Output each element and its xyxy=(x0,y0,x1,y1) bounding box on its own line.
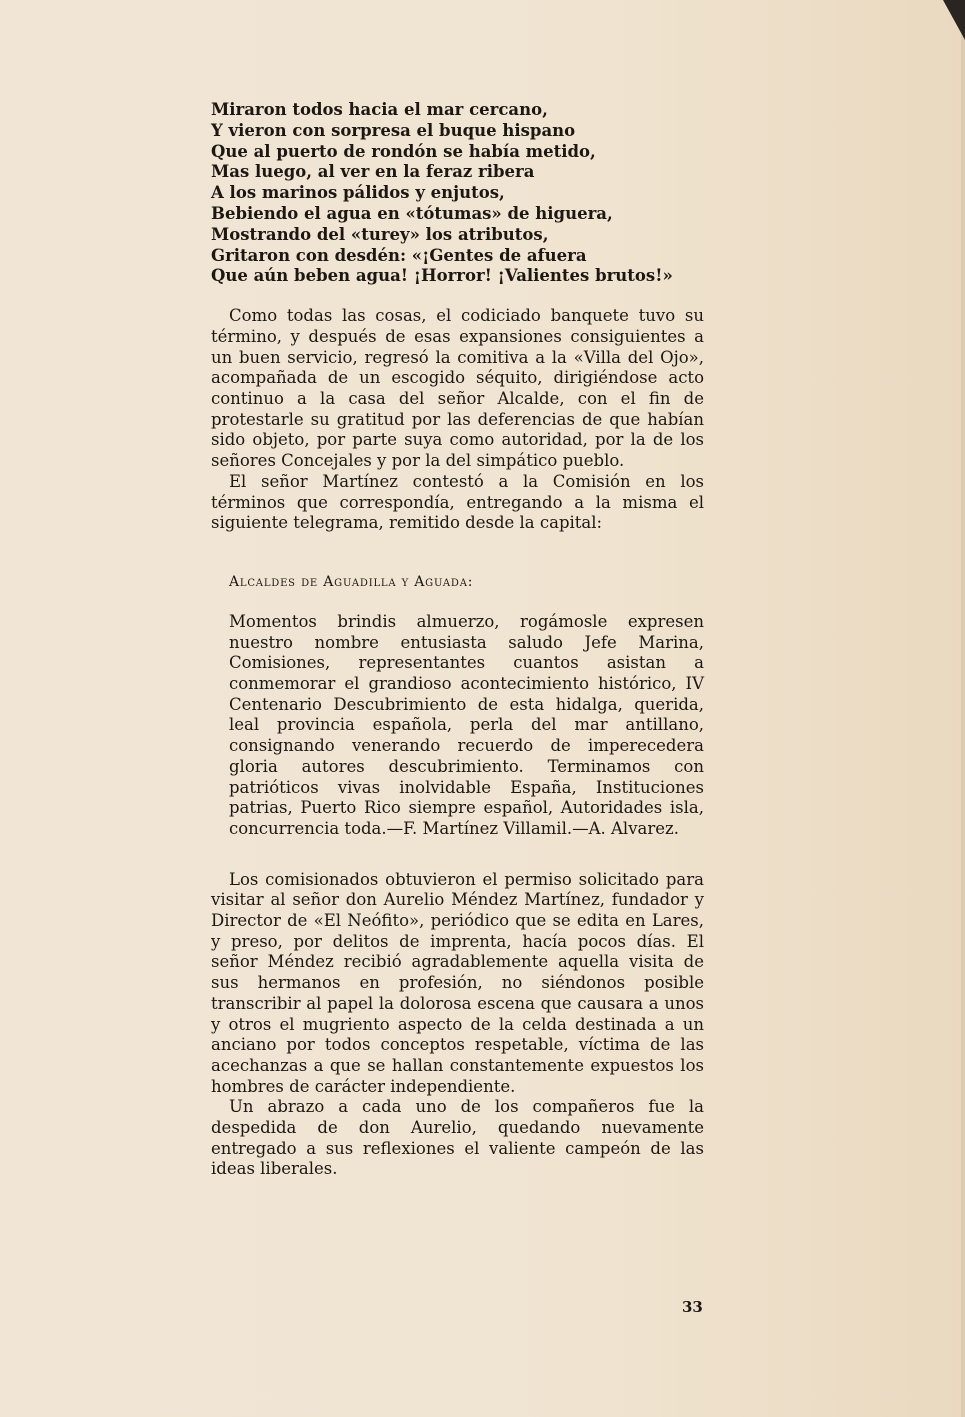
page-content xyxy=(211,100,704,1180)
verse-line: Gritaron con desdén: «¡Gentes de afuera xyxy=(211,245,587,265)
verse-line: Bebiendo el agua en «tótumas» de higuera, xyxy=(211,203,613,223)
verse-line: Que aún beben agua! ¡Horror! ¡Valientes brutos!» xyxy=(211,266,673,286)
verse-line: Mas luego, al ver en la feraz ribera xyxy=(211,162,535,182)
verse-line: Miraron todos hacia el mar cercano, xyxy=(211,100,548,119)
torn-corner xyxy=(943,0,965,40)
verse-line: Y vieron con sorpresa el buque hispano xyxy=(211,120,576,140)
verse-line: Mostrando del «turey» los atributos, xyxy=(211,224,549,244)
telegram-heading: Alcaldes de Aguadilla y Aguada: xyxy=(229,573,474,590)
page-edge xyxy=(961,0,965,1417)
verse-stanza xyxy=(211,100,704,287)
paragraph-banquet: Como todas las cosas, el codiciado banquete tuvo su término, y después de esas expansiones consiguientes a un buen servicio, regresó la comitiva a la «Villa del Ojo», acompañada de un escogido séquito, dirigiéndose acto continuo a la casa del señor Alcalde, con el fin de protestarle su gratitud por las deferencias de que habían sido objeto, por parte suya como autoridad, por la de los señores Concejales y por la del simpático pueblo. xyxy=(211,306,704,471)
paragraph-farewell: Un abrazo a cada uno de los compañeros fue la despedida de don Aurelio, quedando nuevamente entregado a sus reflexiones el valiente campeón de las ideas liberales. xyxy=(211,1097,704,1179)
paragraph-visit: Los comisionados obtuvieron el permiso solicitado para visitar al señor don Aurelio Méndez Martínez, fundador y Director de «El Neófito», periódico que se edita en Lares, y preso, por delitos de imprenta, hacía pocos días. El señor Méndez recibió agradablemente aquella visita de sus hermanos en profesión, no siéndonos posible transcribir al papel la dolorosa escena que causara a unos y otros el mugriento aspecto de la celda destinada a un anciano por todos conceptos respetable, víctima de las acechanzas a que se hallan constantemente expuestos los hombres de carácter independiente. xyxy=(211,869,704,1096)
paragraph-martinez-reply: El señor Martínez contestó a la Comisión en los términos que correspondía, entregando a la misma el siguiente telegrama, remitido desde la capital: xyxy=(211,471,704,533)
telegram-body: Momentos brindis almuerzo, rogámosle expresen nuestro nombre entusiasta saludo Jefe Marina, Comisiones, representantes cuantos asistan a conmemorar el grandioso acontecimiento histórico, IV Centenario Descubrimiento de esta hidalga, querida, leal provincia española, perla del mar antillano, consignando venerando recuerdo de imperecedera gloria autores descubrimiento. Terminamos con patrióticos vivas inolvidable España, Instituciones patrias, Puerto Rico siempre español, Autoridades isla, concurrencia toda.—F. Martínez Villamil.—A. Alvarez. xyxy=(229,611,704,838)
page-number: 33 xyxy=(682,1298,703,1316)
verse-line: Que al puerto de rondón se había metido, xyxy=(211,141,596,161)
verse-line: A los marinos pálidos y enjutos, xyxy=(211,183,505,203)
